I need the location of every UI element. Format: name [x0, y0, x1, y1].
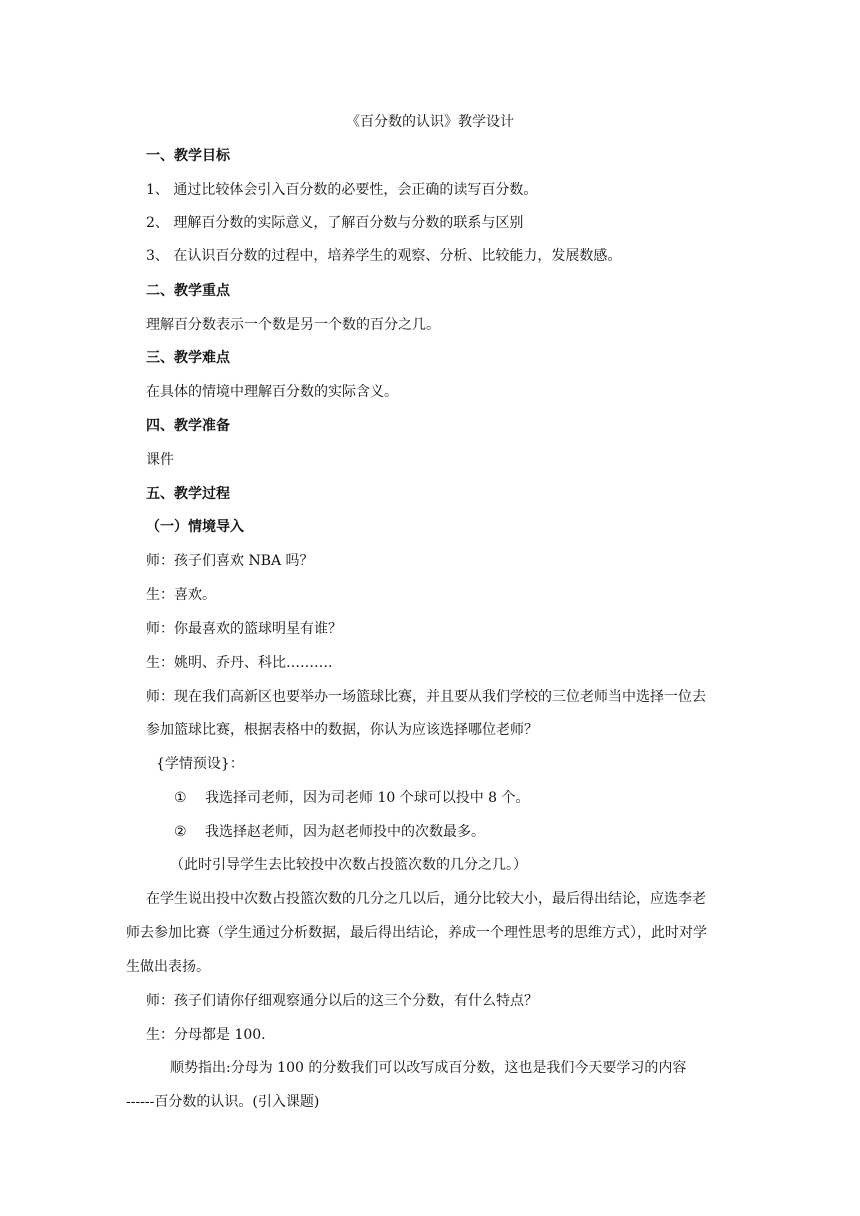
preset-note: （此时引导学生去比较投中次数占投篮次数的几分之几。）	[170, 857, 527, 873]
goals-heading: 一、教学目标	[146, 148, 230, 164]
goal-item: 2、 理解百分数的实际意义，了解百分数与分数的联系与区别	[146, 215, 524, 231]
paragraph-line: 师去参加比赛（学生通过分析数据，最后得出结论，养成一个理性思考的思维方式），此时对学	[126, 925, 707, 941]
key-text: 理解百分数表示一个数是另一个数的百分之几。	[146, 317, 440, 333]
goal-item: 1、 通过比较体会引入百分数的必要性，会正确的读写百分数。	[146, 182, 538, 198]
sub-heading: （一）情境导入	[146, 519, 244, 535]
paragraph-line: 在学生说出投中次数占投篮次数的几分之几以后，通分比较大小，最后得出结论，应选李老	[146, 891, 706, 907]
dialogue-line: 师：你最喜欢的篮球明星有谁？	[146, 621, 342, 637]
dialogue-line: 师：现在我们高新区也要举办一场篮球比赛，并且要从我们学校的三位老师当中选择一位去	[146, 689, 706, 705]
prep-text: 课件	[146, 452, 174, 468]
preset-item: 我选择司老师，因为司老师 10 个球可以投中 8 个。	[205, 790, 530, 806]
paragraph-line: ------百分数的认识。(引入课题)	[126, 1094, 320, 1110]
key-heading: 二、教学重点	[146, 283, 230, 299]
paragraph-line: 顺势指出:分母为 100 的分数我们可以改写成百分数，这也是我们今天要学习的内容	[170, 1060, 687, 1076]
dialogue-line: 生：喜欢。	[146, 587, 216, 603]
difficulty-text: 在具体的情境中理解百分数的实际含义。	[146, 384, 398, 400]
preset-item: 我选择赵老师，因为赵老师投中的次数最多。	[205, 824, 485, 840]
document-title: 《百分数的认识》教学设计	[346, 114, 514, 130]
dialogue-line: 师：孩子们请你仔细观察通分以后的这三个分数，有什么特点？	[146, 993, 538, 1009]
dialogue-line: 师：孩子们喜欢 NBA 吗？	[146, 553, 314, 569]
difficulty-heading: 三、教学难点	[146, 350, 230, 366]
list-number: ②	[174, 824, 187, 840]
goal-item: 3、 在认识百分数的过程中，培养学生的观察、分析、比较能力，发展数感。	[146, 248, 622, 264]
list-number: ①	[174, 790, 187, 806]
presets-label: {学情预设}：	[156, 756, 244, 772]
paragraph-line: 生做出表扬。	[126, 959, 210, 975]
dialogue-line: 参加篮球比赛，根据表格中的数据，你认为应该选择哪位老师？	[146, 722, 538, 738]
prep-heading: 四、教学准备	[146, 418, 230, 434]
dialogue-line: 生：分母都是 100.	[146, 1027, 266, 1043]
process-heading: 五、教学过程	[146, 486, 230, 502]
dialogue-line: 生：姚明、乔丹、科比……….	[146, 655, 333, 671]
